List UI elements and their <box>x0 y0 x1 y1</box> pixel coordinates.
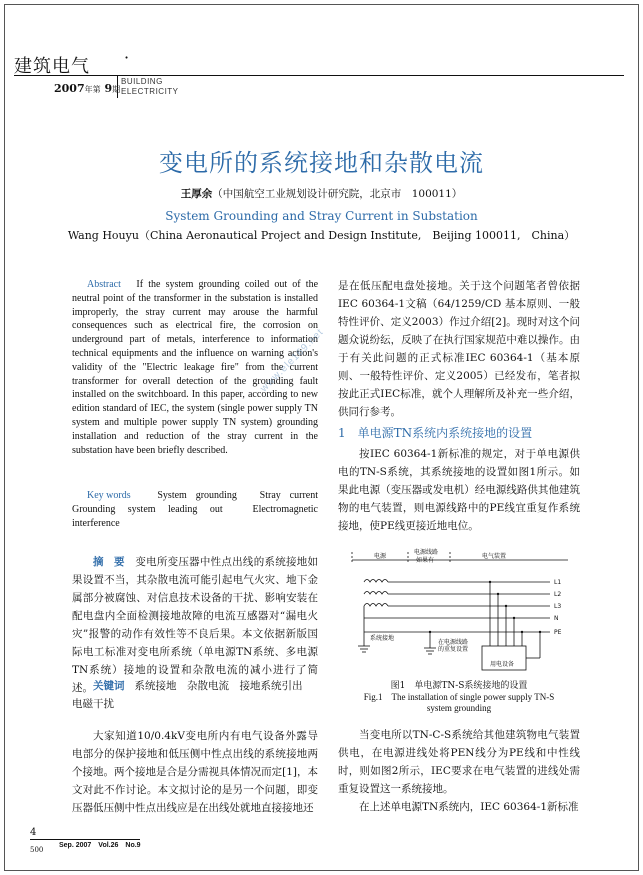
fig-label-pe: PE <box>554 629 562 636</box>
fig-label-l3: L3 <box>554 603 562 610</box>
fig-label-repeat-ground-2: 的重复设置 <box>438 646 469 653</box>
footer-issue-en: Sep. 2007 Vol.26 No.9 <box>59 842 141 849</box>
section-heading-1: 1 单电源TN系统内系统接地的设置 <box>338 426 533 440</box>
journal-dot: · <box>124 48 130 67</box>
author-en: Wang Houyu（China Aeronautical Project and Design Institute, Beijing 100011, China） <box>67 229 576 242</box>
issue-unit: 期 <box>112 85 121 94</box>
issue-line <box>54 82 120 95</box>
body-paragraph-right-bottom-2: 在上述单电源TN系统内，IEC 60364-1新标准 <box>359 801 579 813</box>
keywords-en-text: System grounding Stray current Grounding system leading out Electromagnetic interference <box>72 490 329 529</box>
figure-1-caption <box>338 681 580 714</box>
footer-page-total: 500 <box>30 846 44 854</box>
issue-year-unit: 年第 <box>84 85 101 94</box>
author-name-cn: 王厚余 <box>180 188 213 200</box>
fig-label-source: 电源 <box>374 553 387 560</box>
journal-name-en <box>121 77 179 97</box>
body-paragraph-right-bottom-1: 当变电所以TN-C-S系统给其他建筑物电气装置供电，在电源进线处将PEN线分为PE线和中性线时，则如图2所示，IEC要求在电气装置的进线处需重复设置这一系统接地。 <box>338 729 580 795</box>
keywords-cn <box>72 677 318 713</box>
author-cn <box>0 186 643 201</box>
figure-1-caption-cn: 图1 单电源TN-S系统接地的设置 <box>390 681 528 691</box>
issue-number: 9 <box>104 82 113 95</box>
body-paragraph-right-top: 是在低压配电盘处接地。关于这个问题笔者曾依据IEC 60364-1文稿（64/1259/CD 基本原则、一般特性评价、定义2003）作过介绍[2]。现时对这个问题众说纷纭，反映了在执行国家规范中难以操作。由于有关此问题的正式标准IEC 60364-1（基本原则、一般特性评价、定义2005）已经发布，笔者拟按此正式IEC标准，就个人理解所及补充一些介绍，供同行参考。 <box>338 280 580 418</box>
fig-label-installation: 电气装置 <box>482 553 507 560</box>
paper-title-en: System Grounding and Stray Current in Substation <box>165 209 478 223</box>
author-affiliation-cn: （中国航空工业规划设计研究院，北京市 100011） <box>212 188 463 200</box>
keywords-cn-label: 关键词 <box>93 680 125 692</box>
fig-label-line-2: 如果有 <box>416 557 435 564</box>
header-rule <box>14 75 624 76</box>
abstract-cn-text: 变电所变压器中性点出线的系统接地如果设置不当，其杂散电流可能引起电气火灾、地下金属部分被腐蚀、对信息技术设备的干扰、影响安装在配电盘内全面检测接地故障的电流互感器对“漏电火灾”报警的动作有效性等不良后果。本文依据新版国际电工标准对变电所系统（单电源TN系统、多电源TN系统）接地的设置和杂散电流的减小进行了简述。 <box>72 556 319 694</box>
watermark: www.ele169.net <box>258 326 327 395</box>
fig-label-l1: L1 <box>554 579 562 586</box>
figure-1-caption-en-1: Fig.1 The installation of single power supply TN-S <box>363 692 555 702</box>
abstract-cn <box>72 553 318 697</box>
fig-label-line-1: 电源线路 <box>414 549 439 556</box>
fig-label-repeat-ground-1: 在电源线路 <box>438 639 469 646</box>
journal-en-line-2: ELECTRICITY <box>121 87 179 96</box>
figure-1-diagram <box>350 548 572 674</box>
journal-en-line-1: BUILDING <box>121 77 163 86</box>
keywords-en <box>72 489 329 530</box>
abstract-en-text: If the system grounding coiled out of the neutral point of the transformer in the substation is installed improperly, the stray current may arouse the harmful consequences such as electrical fire, the corrosion on underground part of metals, interference to information technical equipments and the influence on warning action's validity of the "Electric leakage fire" from the current transformer for overall detection of the grounding fault installed on the switchboard. In this paper, according to new edition standard of IEC, the system (single power supply TN system and multiple power supply TN system) grounding installation and reduction of the stray current in the substation have been briefly described. <box>72 279 319 456</box>
issue-year: 2007 <box>54 82 85 95</box>
fig-label-equipment: 用电设备 <box>490 661 515 668</box>
keywords-en-label: Key words <box>87 490 131 501</box>
keywords-cn-text: 系统接地 杂散电流 接地系统引出 电磁干扰 <box>72 680 314 710</box>
figure-1-caption-en-2: system grounding <box>426 703 492 713</box>
page-number: 4 <box>30 827 37 838</box>
body-paragraph-left: 大家知道10/0.4kV变电所内有电气设备外露导电部分的保护接地和低压侧中性点出线的系统接地两个接地。两个接地是合是分需视具体情况而定[1]，本文对此不作讨论。本文拟讨论的是另一个问题，即变压器低压侧中性点出线应是在出线处就地直接接地还 <box>72 730 318 814</box>
abstract-cn-label: 摘 要 <box>93 556 125 568</box>
abstract-en-label: Abstract <box>87 279 121 290</box>
fig-label-l2: L2 <box>554 591 562 598</box>
body-paragraph-right-bottom <box>338 726 580 816</box>
journal-name: 建筑电气 <box>14 56 90 77</box>
fig-label-system-ground: 系统接地 <box>370 635 395 642</box>
paper-title-cn: 变电所的系统接地和杂散电流 <box>159 149 484 177</box>
body-paragraph-right-mid: 按IEC 60364-1新标准的规定，对于单电源供电的TN-S系统，其系统接地的设置如图1所示。如果此电源（变压器或发电机）经电源线路供其他建筑物的电气装置，则电源线路中的PE线宜重复作系统接地，使PE线更接近地电位。 <box>338 448 580 532</box>
fig-label-n: N <box>554 615 559 622</box>
